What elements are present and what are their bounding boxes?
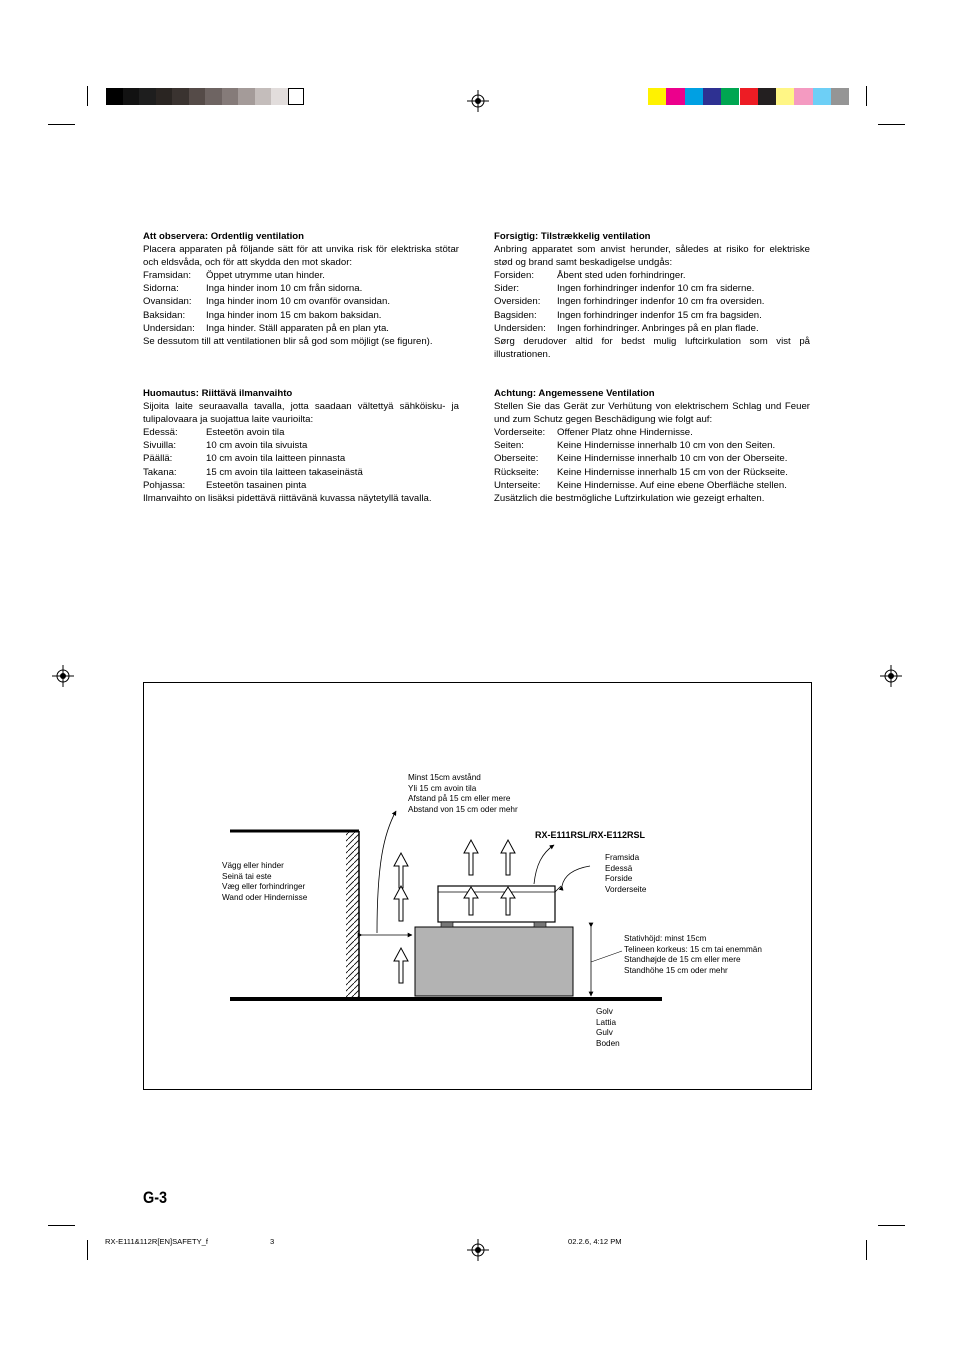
page-number: G-3 — [143, 1188, 168, 1207]
list-item — [494, 426, 810, 439]
ventilation-diagram — [143, 682, 812, 1090]
section-intro: Sijoita laite seuraavalla tavalla, jotta saadaan vältettyä sähköisku- ja tulipalovaara ja suojattua laite vaurioilta: — [143, 401, 459, 426]
item-text: Ingen forhindringer indenfor 10 cm fra oversiden. — [557, 296, 765, 308]
item-text: Inga hinder inom 15 cm bakom baksidan. — [206, 309, 382, 321]
list-item — [494, 309, 810, 322]
item-label: Sidorna: — [143, 283, 179, 295]
item-text: Ingen forhindringer. Anbringes på en plan flade. — [557, 322, 759, 334]
item-label: Takana: — [143, 466, 177, 478]
color-swatch — [205, 88, 222, 105]
section-german — [494, 387, 810, 505]
list-item — [143, 426, 459, 439]
section-outro: Zusätzlich die bestmögliche Luftzirkulation wie gezeigt erhalten. — [494, 492, 765, 504]
item-label: Sider: — [494, 283, 520, 295]
item-text: Inga hinder. Ställ apparaten på en plan yta. — [206, 322, 389, 334]
item-text: Keine Hindernisse innerhalb 10 cm von der Oberseite. — [557, 453, 788, 465]
registration-mark-left — [52, 665, 74, 687]
item-label: Forsiden: — [494, 270, 534, 282]
list-item — [494, 322, 810, 335]
item-text: 10 cm avoin tila laitteen pinnasta — [206, 453, 346, 465]
list-item — [143, 295, 459, 308]
item-label: Vorderseite: — [494, 427, 546, 439]
item-label: Oberseite: — [494, 453, 539, 465]
color-swatch — [288, 88, 305, 105]
label-line: Vorderseite — [605, 884, 647, 894]
label-line: Forside — [605, 874, 633, 884]
section-outro: Sørg derudover altid for bedst mulig luftcirkulation som vist på illustrationen. — [494, 335, 810, 360]
color-swatch — [271, 88, 288, 105]
color-swatch — [721, 88, 739, 105]
section-heading: Att observera: Ordentlig ventilation — [143, 231, 304, 242]
item-text: Esteetön tasainen pinta — [206, 479, 307, 491]
list-item — [143, 322, 459, 335]
label-line: Standhöhe 15 cm oder mehr — [624, 965, 728, 975]
item-text: Inga hinder inom 10 cm från sidorna. — [206, 283, 363, 295]
color-swatch — [123, 88, 140, 105]
color-swatch — [758, 88, 776, 105]
registration-mark-top — [467, 90, 489, 112]
list-item — [143, 309, 459, 322]
item-text: 15 cm avoin tila laitteen takaseinästä — [206, 466, 363, 478]
label-line: Væg eller forhindringer — [222, 882, 306, 892]
item-list — [143, 426, 459, 491]
item-text: Keine Hindernisse innerhalb 10 cm von den Seiten. — [557, 440, 776, 452]
stand-height-label — [624, 934, 762, 976]
item-text: 10 cm avoin tila sivuista — [206, 440, 308, 452]
registration-mark-right — [880, 665, 902, 687]
color-swatch — [255, 88, 272, 105]
list-item — [143, 439, 459, 452]
item-label: Bagsiden: — [494, 309, 537, 321]
label-line: Edessä — [605, 863, 633, 873]
section-intro: Anbring apparatet som anvist herunder, således at risiko for elektriske stød og brand samt beskadigelse undgås: — [494, 244, 810, 269]
item-text: Åbent sted uden forhindringer. — [557, 270, 686, 282]
color-swatch — [189, 88, 206, 105]
label-line: Framsida — [605, 853, 640, 862]
item-label: Ovansidan: — [143, 296, 192, 308]
front-label — [605, 853, 646, 895]
item-text: Öppet utrymme utan hinder. — [206, 270, 325, 282]
list-item — [494, 466, 810, 479]
item-text: Offener Platz ohne Hindernisse. — [557, 427, 693, 439]
item-label: Undersiden: — [494, 322, 546, 334]
label-line: Stativhöjd: minst 15cm — [624, 934, 707, 943]
label-line: Seinä tai este — [222, 871, 272, 881]
front-leader — [562, 866, 590, 886]
list-item — [494, 452, 810, 465]
section-heading: Huomautus: Riittävä ilmanvaihto — [143, 388, 293, 399]
color-swatch — [106, 88, 123, 105]
model-leader — [534, 845, 554, 884]
item-list — [143, 269, 459, 334]
color-swatch — [794, 88, 812, 105]
list-item — [143, 282, 459, 295]
list-item — [494, 295, 810, 308]
stand — [415, 927, 573, 996]
section-swedish — [143, 230, 459, 348]
color-swatch — [740, 88, 758, 105]
list-item — [143, 269, 459, 282]
section-intro: Stellen Sie das Gerät zur Verhütung von elektrischem Schlag und Feuer und zum Schutz gegen Beschädigung wie folgt auf: — [494, 401, 810, 426]
label-line: Yli 15 cm avoin tila — [408, 783, 477, 793]
model-label: RX-E111RSL/RX-E112RSL — [535, 830, 646, 840]
color-swatch — [156, 88, 173, 105]
label-line: Afstand på 15 cm eller mere — [408, 794, 511, 804]
list-item — [494, 479, 810, 492]
color-swatch — [776, 88, 794, 105]
list-item — [494, 439, 810, 452]
item-label: Pohjassa: — [143, 479, 186, 491]
color-swatch — [703, 88, 721, 105]
item-text: Keine Hindernisse innerhalb 15 cm von der Rückseite. — [557, 466, 788, 478]
item-label: Sivuilla: — [143, 440, 177, 452]
item-text: Keine Hindernisse. Auf eine ebene Oberfläche stellen. — [557, 479, 787, 491]
label-line: Abstand von 15 cm oder mehr — [408, 804, 518, 814]
color-swatch — [172, 88, 189, 105]
section-intro: Placera apparaten på följande sätt för att unvika risk för elektriska stötar och eldsvåda, och för att skydda den mot skador: — [143, 244, 459, 269]
label-line: Vägg eller hinder — [222, 861, 284, 870]
item-label: Rückseite: — [494, 466, 539, 478]
section-heading: Forsigtig: Tilstrækkelig ventilation — [494, 231, 651, 242]
color-swatch — [648, 88, 666, 105]
item-label: Framsidan: — [143, 270, 191, 282]
footer-file: RX-E111&112R[EN]SAFETY_f — [105, 1237, 208, 1246]
item-label: Edessä: — [143, 427, 178, 439]
registration-mark-bottom — [467, 1239, 489, 1261]
stand-label-leader — [591, 951, 622, 962]
list-item — [143, 452, 459, 465]
item-label: Seiten: — [494, 440, 524, 452]
top-clearance-label — [408, 773, 518, 815]
section-outro: Se dessutom till att ventilationen blir så god som möjligt (se figuren). — [143, 335, 433, 347]
color-swatch — [831, 88, 849, 105]
label-line: Standhøjde de 15 cm eller mere — [624, 955, 741, 965]
color-swatch — [685, 88, 703, 105]
top-label-leader — [377, 811, 396, 933]
label-line: Gulv — [596, 1028, 613, 1038]
color-swatch — [813, 88, 831, 105]
label-line: Wand oder Hindernisse — [222, 892, 308, 902]
item-label: Unterseite: — [494, 479, 541, 491]
footer-page: 3 — [270, 1237, 275, 1246]
list-item — [143, 466, 459, 479]
footer-date: 02.2.6, 4:12 PM — [568, 1237, 622, 1246]
label-line: Boden — [596, 1038, 620, 1048]
wall-label — [222, 861, 307, 903]
item-text: Inga hinder inom 10 cm ovanför ovansidan. — [206, 296, 390, 308]
item-list — [494, 269, 810, 334]
item-text: Ingen forhindringer indenfor 10 cm fra siderne. — [557, 283, 755, 295]
item-label: Päällä: — [143, 453, 173, 465]
stereo-unit — [438, 886, 561, 927]
list-item — [494, 269, 810, 282]
item-text: Esteetön avoin tila — [206, 427, 285, 439]
color-swatch — [139, 88, 156, 105]
color-swatch — [238, 88, 255, 105]
label-line: Minst 15cm avstånd — [408, 773, 481, 782]
wall — [230, 831, 359, 999]
item-label: Undersidan: — [143, 322, 195, 334]
item-label: Baksidan: — [143, 309, 186, 321]
label-line: Telineen korkeus: 15 cm tai enemmän — [624, 944, 762, 954]
item-label: Oversiden: — [494, 296, 541, 308]
list-item — [494, 282, 810, 295]
section-danish — [494, 230, 810, 361]
item-text: Ingen forhindringer indenfor 15 cm fra bagsiden. — [557, 309, 762, 321]
item-list — [494, 426, 810, 491]
label-line: Golv — [596, 1007, 613, 1016]
floor-label — [596, 1007, 620, 1049]
color-swatch — [666, 88, 684, 105]
label-line: Lattia — [596, 1017, 617, 1027]
section-outro: Ilmanvaihto on lisäksi pidettävä riittävänä kuvassa näytetyllä tavalla. — [143, 492, 432, 504]
section-finnish — [143, 387, 459, 505]
section-heading: Achtung: Angemessene Ventilation — [494, 388, 655, 399]
color-swatch — [222, 88, 239, 105]
list-item — [143, 479, 459, 492]
